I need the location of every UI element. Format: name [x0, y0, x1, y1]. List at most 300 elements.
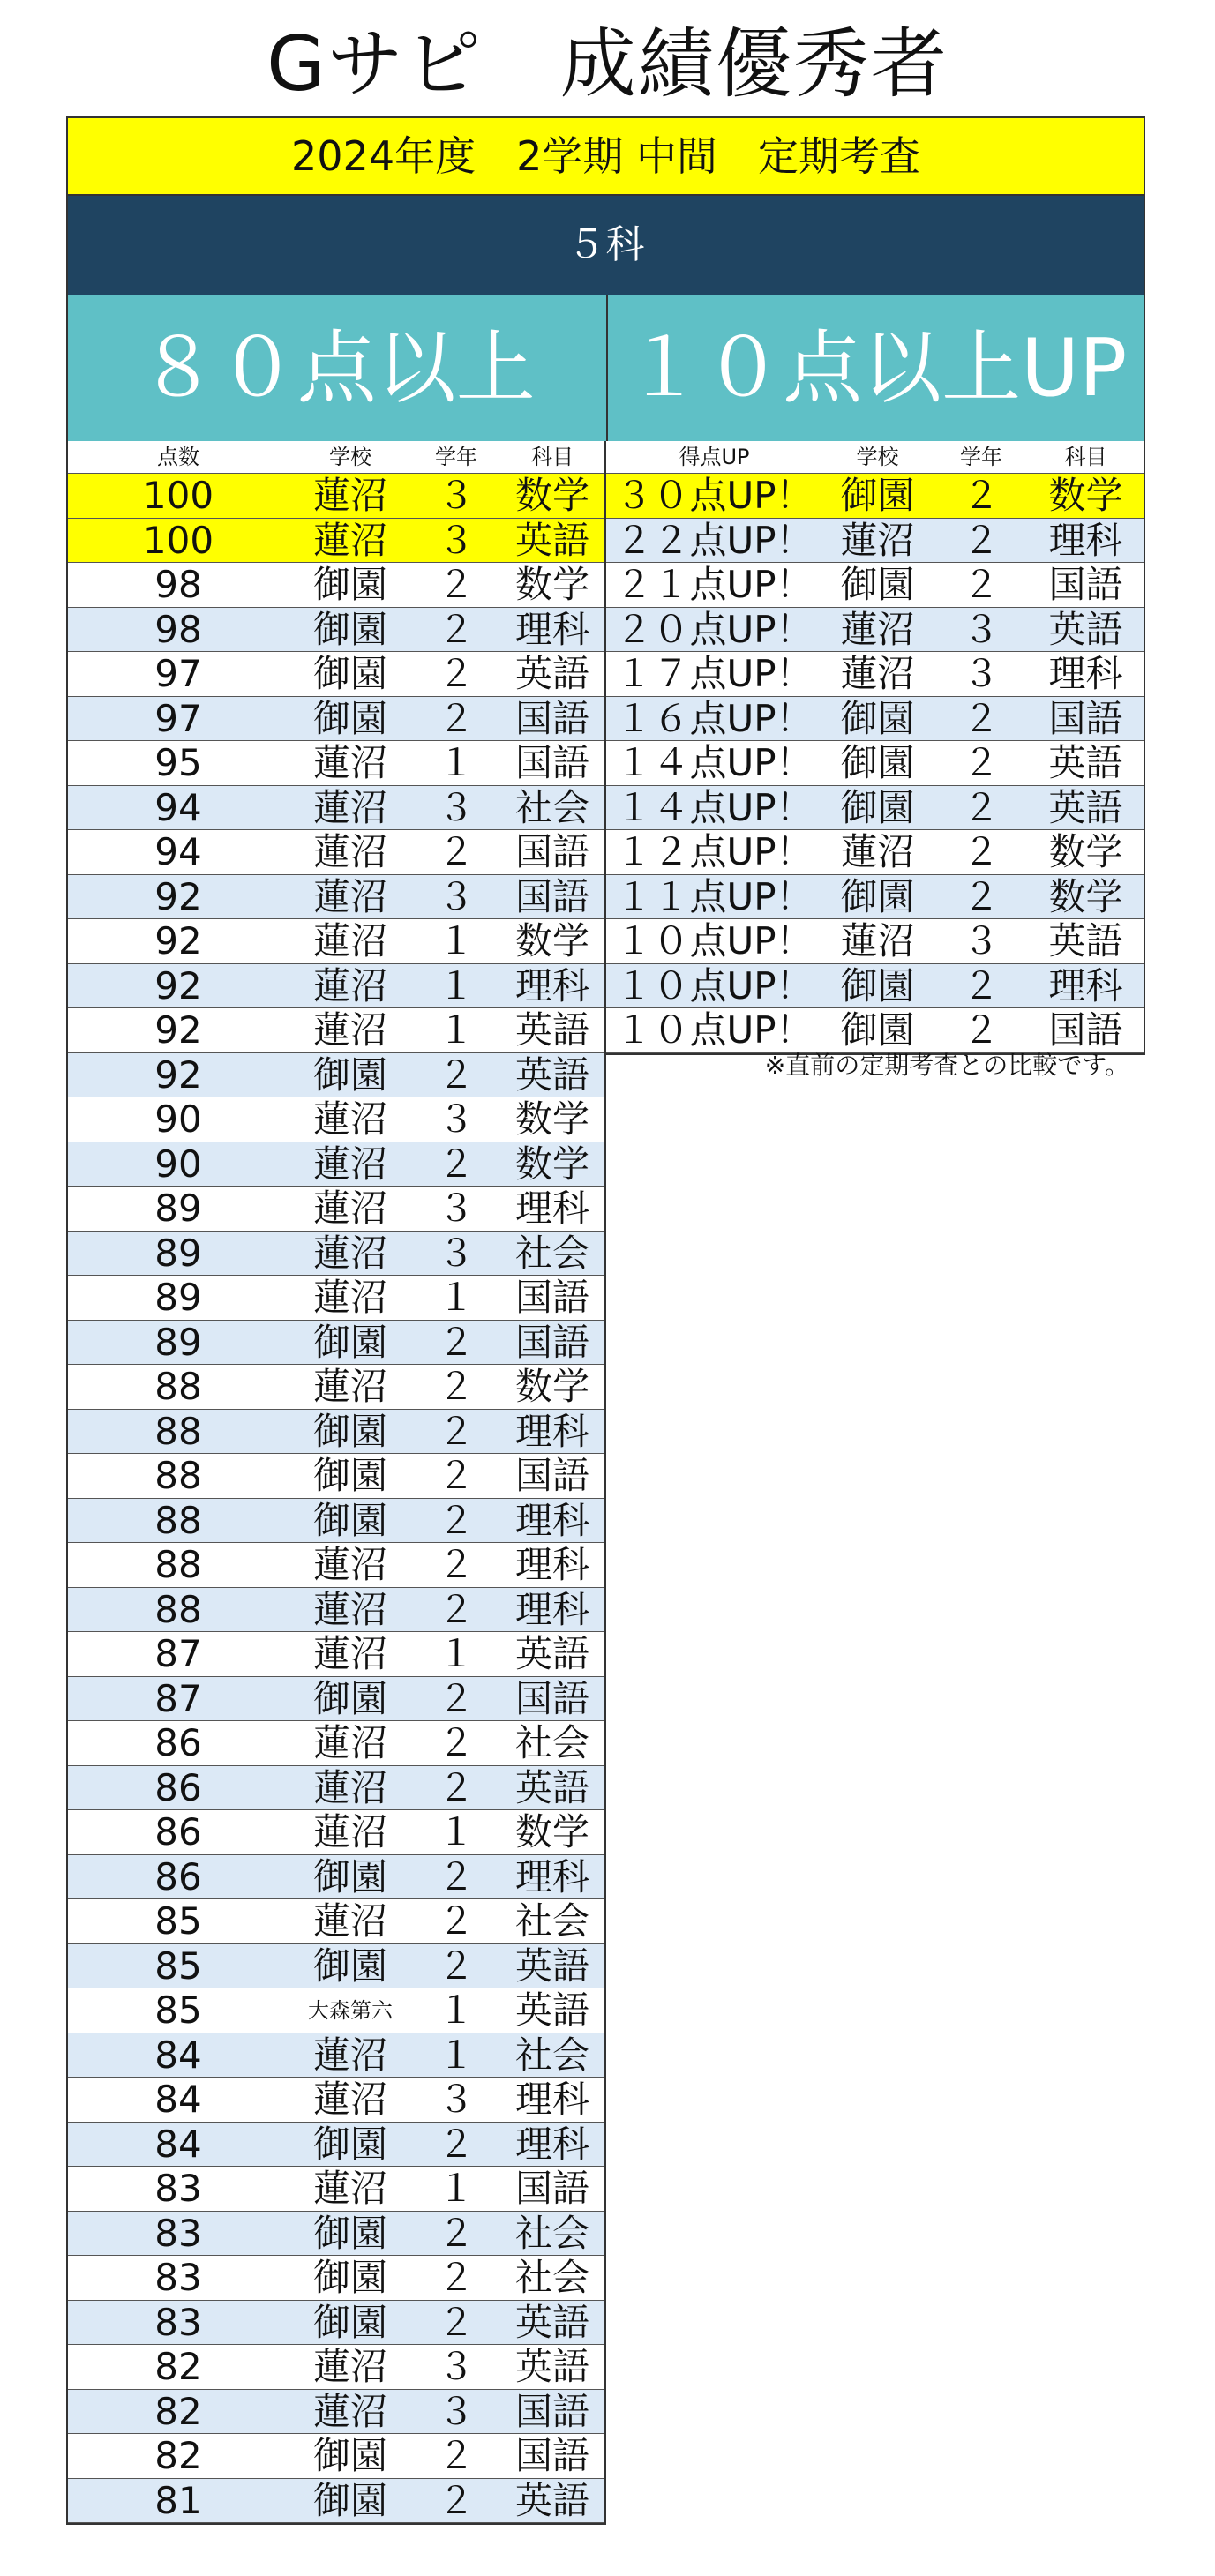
cell-subject: 社会 [514, 2256, 589, 2299]
cell-score: 83 [154, 2167, 202, 2210]
cell-score: 86 [154, 1810, 202, 1853]
column-grade: 学年 [960, 445, 1002, 469]
cell-grade: ２ [962, 474, 1000, 517]
cell-grade: ２ [437, 1409, 475, 1453]
cell-school: 蓮沼 [840, 919, 915, 962]
cell-subject: 社会 [514, 2211, 589, 2255]
cell-grade: ３ [437, 474, 475, 517]
cell-grade: ２ [437, 652, 475, 695]
cell-up: ２１点UP！ [615, 563, 814, 606]
cell-subject: 理科 [514, 1543, 589, 1586]
cell-school: 御園 [312, 2434, 387, 2477]
cell-score: 89 [154, 1276, 202, 1319]
cell-up: １６点UP！ [615, 696, 814, 740]
cell-school: 蓮沼 [312, 1587, 387, 1631]
cell-school: 蓮沼 [312, 2345, 387, 2388]
table-row [68, 2078, 604, 2123]
cell-subject: 国語 [514, 2389, 589, 2433]
table-row [68, 2434, 604, 2479]
table-row [68, 1988, 604, 2033]
cell-grade: ２ [962, 874, 1000, 918]
cell-school: 蓮沼 [840, 830, 915, 873]
cell-grade: ３ [437, 785, 475, 829]
cell-school: 御園 [312, 2122, 387, 2166]
table-row [68, 1365, 604, 1410]
cell-school: 御園 [840, 874, 915, 918]
cell-up: ３０点UP！ [615, 474, 814, 517]
table-row [68, 2479, 604, 2524]
cell-grade: ２ [962, 696, 1000, 740]
cell-score: 86 [154, 1721, 202, 1764]
cell-school: 蓮沼 [312, 1543, 387, 1586]
table-row [68, 875, 604, 920]
cell-school: 蓮沼 [312, 1142, 387, 1186]
table-row [68, 2123, 604, 2168]
cell-subject: 理科 [514, 1587, 589, 1631]
cell-grade: ２ [437, 1721, 475, 1764]
table-row [68, 519, 604, 564]
cell-score: 94 [154, 785, 202, 829]
cell-grade: ２ [437, 1899, 475, 1943]
cell-school: 蓮沼 [312, 2078, 387, 2121]
cell-subject: 理科 [1048, 652, 1123, 695]
table-row [68, 2345, 604, 2390]
table-row [68, 1097, 604, 1142]
cell-grade: ３ [437, 1231, 475, 1275]
table-row [68, 1677, 604, 1722]
cell-score: 83 [154, 2256, 202, 2299]
cell-school: 蓮沼 [312, 741, 387, 784]
cell-subject: 英語 [1048, 607, 1123, 651]
cell-score: 97 [154, 652, 202, 695]
cell-grade: ２ [437, 1454, 475, 1497]
cell-grade: ２ [437, 2434, 475, 2477]
table-row [68, 1454, 604, 1499]
cell-up: ２０点UP！ [615, 607, 814, 651]
cell-grade: ３ [437, 1097, 475, 1141]
cell-grade: １ [437, 1276, 475, 1319]
high-score-table [66, 441, 606, 2525]
cell-school: 御園 [312, 1320, 387, 1364]
cell-school: 蓮沼 [312, 1765, 387, 1809]
table-row [606, 697, 1144, 742]
cell-score: 89 [154, 1187, 202, 1230]
cell-school: 蓮沼 [312, 474, 387, 517]
cell-grade: ２ [962, 563, 1000, 606]
cell-score: 84 [154, 2033, 202, 2077]
cell-subject: 理科 [1048, 963, 1123, 1007]
cell-school: 御園 [312, 563, 387, 606]
cell-subject: 理科 [514, 1409, 589, 1453]
cell-score: 88 [154, 1587, 202, 1631]
cell-subject: 国語 [1048, 696, 1123, 740]
cell-up: １２点UP！ [615, 830, 814, 873]
cell-grade: ２ [437, 2122, 475, 2166]
cell-score: 88 [154, 1543, 202, 1586]
cell-subject: 国語 [514, 1454, 589, 1497]
term-banner: 2024年度 2学期 中間 定期考査 [68, 118, 1144, 196]
cell-school: 御園 [840, 785, 915, 829]
table-row [68, 786, 604, 831]
table-row [68, 741, 604, 786]
cell-school: 蓮沼 [840, 607, 915, 651]
table-row [68, 1410, 604, 1455]
cell-grade: １ [437, 741, 475, 784]
cell-school: 御園 [312, 1854, 387, 1898]
table-row [68, 2301, 604, 2346]
cell-school: 蓮沼 [840, 652, 915, 695]
cell-grade: ３ [962, 607, 1000, 651]
left-section-heading: ８０点以上 [138, 322, 536, 415]
table-row [68, 1632, 604, 1677]
cell-up: １４点UP！ [615, 741, 814, 784]
cell-school: 蓮沼 [840, 518, 915, 562]
cell-up: １７点UP！ [615, 652, 814, 695]
cell-subject: 英語 [514, 1008, 589, 1052]
table-row [68, 563, 604, 608]
cell-score: 88 [154, 1498, 202, 1542]
cell-grade: ２ [437, 1543, 475, 1586]
cell-subject: 社会 [514, 2033, 589, 2077]
cell-grade: ３ [437, 2345, 475, 2388]
cell-school: 蓮沼 [312, 2389, 387, 2433]
cell-school: 御園 [312, 2211, 387, 2255]
cell-school: 蓮沼 [312, 1187, 387, 1230]
table-row [68, 964, 604, 1009]
cell-subject: 理科 [514, 607, 589, 651]
cell-score: 90 [154, 1142, 202, 1186]
cell-subject: 英語 [514, 1765, 589, 1809]
cell-school: 御園 [312, 1409, 387, 1453]
cell-grade: ２ [437, 607, 475, 651]
cell-school: 蓮沼 [312, 1365, 387, 1408]
table-row [68, 1944, 604, 1989]
cell-subject: 理科 [514, 1498, 589, 1542]
cell-school: 御園 [312, 2300, 387, 2344]
cell-school: 御園 [840, 696, 915, 740]
cell-grade: ２ [437, 2478, 475, 2522]
cell-score: 87 [154, 1632, 202, 1675]
cell-score: 88 [154, 1454, 202, 1497]
table-row [68, 2212, 604, 2257]
cell-school: 蓮沼 [312, 1899, 387, 1943]
cell-school: 蓮沼 [312, 1097, 387, 1141]
table-row [606, 1008, 1144, 1053]
cell-school: 蓮沼 [312, 830, 387, 873]
cell-school: 蓮沼 [312, 2167, 387, 2210]
cell-score: 88 [154, 1365, 202, 1408]
table-row [606, 875, 1144, 920]
cell-score: 87 [154, 1676, 202, 1720]
cell-subject: 国語 [514, 1676, 589, 1720]
cell-subject: 国語 [1048, 563, 1123, 606]
subjects-banner: ５科 [68, 196, 1144, 295]
table-row [68, 1543, 604, 1588]
cell-school: 御園 [312, 1676, 387, 1720]
table-row [68, 2033, 604, 2078]
page-title: Gサピ 成績優秀者 [266, 20, 949, 109]
table-row [606, 741, 1144, 786]
cell-school: 蓮沼 [312, 963, 387, 1007]
cell-score: 90 [154, 1097, 202, 1141]
cell-score: 85 [154, 1943, 202, 1988]
table-row [68, 2167, 604, 2212]
cell-school: 蓮沼 [312, 1632, 387, 1675]
cell-school: 御園 [312, 607, 387, 651]
cell-school: 御園 [840, 1008, 915, 1052]
cell-subject: 国語 [1048, 1008, 1123, 1052]
cell-score: 92 [154, 919, 202, 962]
cell-grade: １ [437, 1008, 475, 1052]
cell-grade: ３ [437, 2389, 475, 2433]
cell-grade: １ [437, 2167, 475, 2210]
cell-school: 蓮沼 [312, 1721, 387, 1764]
table-row [68, 2256, 604, 2301]
cell-score: 95 [154, 741, 202, 784]
table-row [68, 474, 604, 519]
improvement-column-header [606, 441, 1144, 474]
table-row [68, 830, 604, 875]
cell-grade: ２ [962, 1008, 1000, 1052]
table-row [68, 1321, 604, 1366]
cell-subject: 社会 [514, 1721, 589, 1764]
cell-subject: 英語 [514, 2478, 589, 2522]
cell-score: 92 [154, 963, 202, 1007]
cell-subject: 数学 [514, 1810, 589, 1853]
cell-subject: 英語 [514, 2345, 589, 2388]
cell-grade: ２ [962, 830, 1000, 873]
cell-subject: 数学 [1048, 874, 1123, 918]
cell-school: 御園 [840, 741, 915, 784]
cell-school: 御園 [840, 963, 915, 1007]
cell-up: １４点UP！ [615, 785, 814, 829]
cell-grade: ２ [962, 963, 1000, 1007]
improvement-rows [606, 474, 1144, 1053]
cell-score: 83 [154, 2300, 202, 2344]
cell-subject: 数学 [514, 1142, 589, 1186]
cell-grade: ２ [437, 563, 475, 606]
table-row [68, 1232, 604, 1277]
cell-subject: 国語 [514, 1276, 589, 1319]
cell-school: 蓮沼 [312, 874, 387, 918]
cell-score: 98 [154, 563, 202, 606]
cell-score: 88 [154, 1409, 202, 1453]
cell-grade: ２ [437, 830, 475, 873]
cell-subject: 国語 [514, 1320, 589, 1364]
table-row [606, 519, 1144, 564]
cell-school: 御園 [312, 696, 387, 740]
cell-score: 94 [154, 830, 202, 873]
table-row [68, 652, 604, 697]
cell-up: １０点UP！ [615, 1008, 814, 1052]
table-row [68, 1810, 604, 1855]
table-row [68, 1721, 604, 1766]
cell-score: 81 [154, 2478, 202, 2522]
cell-up: １１点UP！ [615, 874, 814, 918]
cell-subject: 理科 [514, 1187, 589, 1230]
high-score-column-header [68, 441, 604, 474]
cell-grade: ２ [437, 1854, 475, 1898]
table-row [68, 2390, 604, 2435]
cell-subject: 英語 [514, 1052, 589, 1097]
cell-subject: 社会 [514, 785, 589, 829]
cell-subject: 英語 [514, 1943, 589, 1988]
cell-score: 97 [154, 696, 202, 740]
cell-subject: 英語 [514, 518, 589, 562]
cell-grade: ２ [962, 741, 1000, 784]
table-row [606, 608, 1144, 653]
cell-grade: １ [437, 919, 475, 962]
cell-subject: 英語 [1048, 785, 1123, 829]
cell-subject: 数学 [514, 1365, 589, 1408]
cell-subject: 英語 [1048, 741, 1123, 784]
cell-subject: 理科 [514, 2078, 589, 2121]
cell-score: 85 [154, 1899, 202, 1943]
cell-subject: 国語 [514, 2167, 589, 2210]
column-school: 学校 [856, 445, 899, 469]
cell-grade: ２ [962, 785, 1000, 829]
cell-school: 蓮沼 [312, 2033, 387, 2077]
cell-subject: 英語 [514, 652, 589, 695]
cell-school: 蓮沼 [312, 785, 387, 829]
cell-grade: ２ [437, 2211, 475, 2255]
cell-score: 89 [154, 1231, 202, 1275]
improvement-table [606, 441, 1145, 1055]
cell-score: 83 [154, 2211, 202, 2255]
cell-grade: ２ [437, 2256, 475, 2299]
column-score: 点数 [157, 445, 199, 469]
cell-grade: ２ [437, 1052, 475, 1097]
section-headings [68, 295, 1144, 443]
cell-score: 86 [154, 1854, 202, 1898]
cell-subject: 国語 [514, 830, 589, 873]
cell-grade: １ [437, 2033, 475, 2077]
cell-school: 大森第六 [308, 1998, 393, 2023]
cell-subject: 国語 [514, 2434, 589, 2477]
cell-up: ２２点UP！ [615, 518, 814, 562]
cell-score: 100 [142, 474, 214, 517]
cell-subject: 数学 [1048, 474, 1123, 517]
cell-up: １０点UP！ [615, 963, 814, 1007]
cell-subject: 数学 [1048, 830, 1123, 873]
cell-grade: ２ [437, 1765, 475, 1809]
cell-subject: 数学 [514, 563, 589, 606]
cell-grade: ２ [437, 1498, 475, 1542]
cell-school: 蓮沼 [312, 919, 387, 962]
cell-subject: 理科 [514, 1854, 589, 1898]
cell-school: 御園 [312, 1498, 387, 1542]
column-subject: 科目 [1064, 445, 1107, 469]
ranking-header-frame [66, 116, 1145, 445]
table-row [606, 830, 1144, 875]
high-score-rows [68, 474, 604, 2523]
cell-grade: ２ [437, 1142, 475, 1186]
cell-school: 御園 [312, 1943, 387, 1988]
table-row [68, 697, 604, 742]
table-row [68, 1899, 604, 1944]
cell-subject: 英語 [514, 2300, 589, 2344]
cell-subject: 数学 [514, 1097, 589, 1141]
cell-grade: ３ [437, 2078, 475, 2121]
right-section-heading: １０点以上UP [606, 295, 1144, 443]
cell-subject: 社会 [514, 1231, 589, 1275]
table-row [606, 563, 1144, 608]
cell-grade: ３ [437, 518, 475, 562]
cell-subject: 理科 [514, 963, 589, 1007]
cell-grade: ２ [437, 696, 475, 740]
column-score-up: 得点UP [679, 445, 750, 469]
cell-subject: 英語 [514, 1632, 589, 1675]
table-row [68, 1276, 604, 1321]
cell-school: 御園 [840, 474, 915, 517]
cell-school: 御園 [312, 2478, 387, 2522]
cell-score: 86 [154, 1765, 202, 1809]
cell-grade: ２ [437, 1943, 475, 1988]
table-row [68, 1855, 604, 1900]
column-subject: 科目 [531, 445, 574, 469]
table-row [68, 1008, 604, 1053]
cell-grade: １ [437, 963, 475, 1007]
cell-grade: ２ [437, 1365, 475, 1408]
cell-school: 御園 [312, 2256, 387, 2299]
cell-school: 蓮沼 [312, 518, 387, 562]
table-row [68, 608, 604, 653]
cell-score: 84 [154, 2078, 202, 2121]
cell-school: 御園 [840, 563, 915, 606]
cell-subject: 国語 [514, 741, 589, 784]
cell-grade: ２ [437, 1587, 475, 1631]
table-row [68, 1588, 604, 1633]
table-row [606, 786, 1144, 831]
cell-grade: ３ [962, 652, 1000, 695]
table-row [68, 919, 604, 964]
comparison-note: ※直前の定期考査との比較です。 [764, 1051, 1129, 1080]
cell-school: 御園 [312, 1052, 387, 1097]
column-grade: 学年 [435, 445, 477, 469]
cell-grade: ３ [962, 919, 1000, 962]
table-row [606, 964, 1144, 1009]
cell-grade: １ [437, 1988, 475, 2032]
cell-grade: ２ [437, 1676, 475, 1720]
cell-subject: 社会 [514, 1899, 589, 1943]
cell-score: 84 [154, 2122, 202, 2166]
table-row [68, 1499, 604, 1544]
cell-grade: １ [437, 1632, 475, 1675]
cell-score: 82 [154, 2345, 202, 2388]
cell-school: 御園 [312, 652, 387, 695]
cell-score: 92 [154, 1052, 202, 1097]
table-row [606, 919, 1144, 964]
table-row [68, 1187, 604, 1232]
cell-score: 100 [142, 518, 214, 562]
cell-subject: 数学 [514, 474, 589, 517]
cell-grade: ２ [437, 1320, 475, 1364]
cell-school: 蓮沼 [312, 1810, 387, 1853]
table-row [606, 652, 1144, 697]
cell-subject: 国語 [514, 874, 589, 918]
cell-subject: 英語 [514, 1988, 589, 2032]
cell-score: 82 [154, 2389, 202, 2433]
table-row [68, 1142, 604, 1187]
table-row [606, 474, 1144, 519]
table-row [68, 1053, 604, 1098]
cell-score: 82 [154, 2434, 202, 2477]
cell-grade: ３ [437, 1187, 475, 1230]
cell-score: 85 [154, 1988, 202, 2032]
cell-score: 98 [154, 607, 202, 651]
cell-subject: 数学 [514, 919, 589, 962]
cell-score: 92 [154, 874, 202, 918]
